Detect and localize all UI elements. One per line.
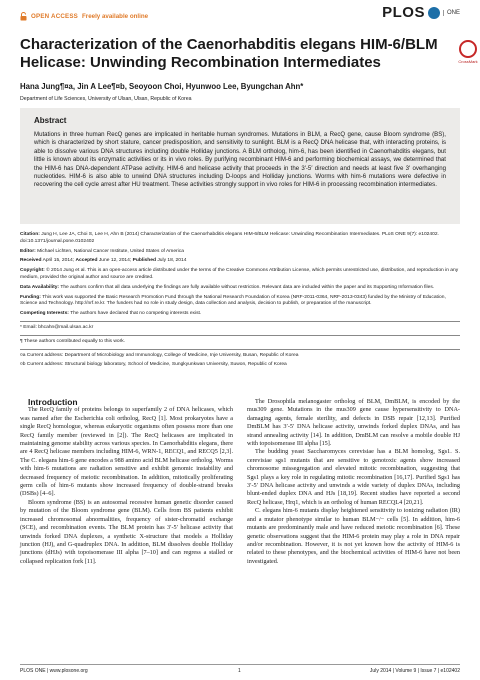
data-availability-label: Data Availability: — [20, 284, 60, 290]
body-paragraph: C. elegans him-6 mutants display heightened sensitivity to ionizing radiation (IR) and a mutator phenotype similar to human BLM−/− cells [5]. In addition, him-6 mutants are predominantly male and have reduced meiotic recombination [6]. These genetic observations suggest that the HIM-6 protein may play a role in DNA repair and/or recombination. However, it is not yet known how the activity of HIM-6 is related to these phenotypes, and the biochemical activities of HIM-6 have not been investigated. — [247, 507, 460, 565]
article-metadata — [20, 232, 460, 372]
editor-line — [20, 249, 460, 256]
body-paragraph: The RecQ family of proteins belongs to superfamily 2 of DNA helicases, which was named after the Escherichia coli ortholog, RecQ [1]. Most prokaryotes have a single RecQ homologue, whereas eukaryotic organisms often possess more than one RecQ family member (reviewed in [2]). The RecQ helicases are implicated in maintaining genome stability across various species. In Caenorhabditis elegans, there are 4 RecQ helicase members including HIM-6, WRN-1, RECQ1, and RECQ5 [2,3]. The C. elegans him-6 gene encodes a 988 amino acid BLM helicase ortholog. Worms with him-6 mutations are radiation sensitive and exhibit genomic instability and decreased frequency of meiotic recombination. In addition, mitotically proliferating germ cells of him-6 mutants show increased frequency of double-strand breaks (DSBs) [4–6]. — [20, 406, 233, 498]
freely-available-label: Freely available online — [82, 13, 149, 20]
editor-label: Editor: — [20, 248, 36, 254]
citation-text: Jung H, Lee JA, Choi S, Lee H, Ahn B (2014) Characterization of the Caenorhabditis elegans HIM-6/BLM Helicase: Unwinding Recombination Intermediates. PLoS ONE 9(7): e102402. doi:10.1371/journal.pone.0102402 — [20, 232, 439, 244]
article-title: Characterization of the Caenorhabditis elegans HIM-6/BLM Helicase: Unwinding Recombination Intermediates — [20, 36, 438, 71]
competing-interests-label: Competing Interests: — [20, 311, 69, 317]
competing-interests-line — [20, 311, 460, 318]
citation-line — [20, 232, 460, 246]
crossmark-label: CrossMark — [458, 59, 478, 64]
body-paragraph: Bloom syndrome (BS) is an autosomal recessive human genetic disorder caused by mutation of the Bloom syndrome gene (BLM). Cells from BS patients exhibit increased chromosomal abnormalities, frequency of sister-chromatid exchange (SCE), and recombination events. The BLM protein has 3′-5′ helicase activity that unwinds forked DNA duplexes, a synthetic X-structure that models a Holliday junction (HJ), and G-quadruplex DNA. In addition, BLM dissolves double Holliday junctions (dHJs) with topoisomerase III alpha [7–10] and can regress a stalled or collapsed replication fork [11]. — [20, 498, 233, 565]
abstract-text: Mutations in three human RecQ genes are implicated in heritable human syndromes. Mutations in BLM, a RecQ gene, cause Bloom syndrome (BS), which is characterized by short stature, cancer predisposition, and sensitivity to sunlight. BLM is a RecQ DNA helicase that, with interacting proteins, is able to dissolve various DNA structures including double Holliday junctions. A BLM ortholog, him-6, has been identified in Caenorhabditis elegans, but little is known about its enzymatic activities or its in vivo roles. By purifying recombinant HIM-6 and performing biochemical assays, we determined that the HIM-6 has DNA-dependent ATPase activity. HIM-6 and helicase activity that proceeds in the 3′-5′ direction and needs at least five 3′ overhanging nucleotides. HIM-6 is also able to unwind DNA structures including D-loops and Holliday junctions. Worms with him-6 mutations were defective in recovering the cell cycle arrest after HU treatment. These activities strongly support in vivo roles for HIM-6 in processing recombination intermediates. — [34, 131, 446, 189]
meta-divider — [20, 321, 460, 322]
abstract-heading: Abstract — [34, 116, 67, 125]
data-availability-line — [20, 285, 460, 292]
accepted-label: Accepted — [75, 258, 98, 264]
accepted-date: June 12, 2014; — [98, 258, 132, 264]
affiliation: Department of Life Sciences, University of Ulsan, Ulsan, Republic of Korea — [20, 96, 192, 102]
funding-label: Funding: — [20, 294, 41, 300]
body-paragraph: The Drosophila melanogaster ortholog of BLM, DmBLM, is encoded by the mus309 gene. Mutations in the mus309 gene cause hypersensitivity to DNA-damaging agents, female sterility, and defects in DSB repair [12,13]. Purified DmBLM has 3′-5′ DNA helicase activity, unwinds forked duplex DNAs, and has strand annealing activity [14]. In addition, DmBLM can resolve a mobile double HJ with topoisomerase III alpha [15]. — [247, 398, 460, 448]
abstract-box — [20, 108, 460, 224]
copyright-label: Copyright: — [20, 268, 45, 274]
received-date: April 15, 2014; — [42, 258, 75, 264]
dates-line — [20, 258, 460, 265]
page-footer — [20, 664, 460, 675]
journal-suffix: ONE — [443, 10, 460, 16]
footer-journal-site: PLOS ONE | www.plosone.org — [20, 668, 88, 674]
received-label: Received — [20, 258, 42, 264]
published-date: July 18, 2014 — [157, 258, 187, 264]
editor-text: Michael Lichten, National Cancer Institute, United States of America — [37, 248, 184, 254]
copyright-line — [20, 268, 460, 282]
plos-circle-icon — [428, 7, 440, 19]
funding-line — [20, 295, 460, 309]
published-label: Published — [132, 258, 156, 264]
introduction-heading: Introduction — [28, 397, 78, 407]
copyright-text: © 2014 Jung et al. This is an open-access article distributed under the terms of the Creative Commons Attribution License, which permits unrestricted use, distribution, and reproduction in any medium, provided the original author and source are credited. — [20, 268, 459, 280]
right-column — [247, 398, 460, 566]
footer-issue-info: July 2014 | Volume 9 | Issue 7 | e102402 — [369, 668, 460, 674]
top-bar — [20, 4, 460, 28]
funding-text: This work was supported the Basic Research Promotion Fund through the National Research Foundation of Korea (NRF-2011-0364, NRF-2013-0343) funded by the Ministry of Education, Science and Technology. http://nrf.re.kr. The funders had no role in study design, data collection and analysis, decision to publish, or preparation of the manuscript. — [20, 294, 446, 307]
crossmark-icon — [459, 40, 477, 58]
competing-interests-text: The authors have declared that no competing interests exist. — [70, 311, 202, 317]
open-access-label: OPEN ACCESS — [31, 13, 79, 20]
crossmark-badge[interactable] — [456, 40, 480, 64]
data-availability-text: The authors confirm that all data underlying the findings are fully available without restriction. Relevant data are included within the paper and its Supporting Information files. — [60, 284, 435, 290]
journal-brand: PLOS — [382, 4, 425, 21]
journal-logo — [382, 4, 460, 21]
open-access-badge — [20, 12, 148, 21]
email-line: * Email: bhcahn@mail.ulsan.ac.kr — [20, 324, 94, 330]
current-address-a: ¤a Current address: Department of Microbiology and Immunology, College of Medicine, Inje University, Busan, Republic of Korea — [20, 352, 299, 358]
body-columns — [20, 398, 460, 663]
body-paragraph: The budding yeast Saccharomyces cerevisiae has a BLM homolog, Sgs1. S. cerevisiae sgs1 mutants that are sensitive to genotoxic agents show increased chromosome missegregation and elevated mitotic recombination, suggesting that Sgs1 plays a key role in regulating mitotic recombination [16,17]. Purified Sgs1 has 3′-5′ DNA helicase activity and unwinds a wide variety of duplex DNAs, including blunt-ended duplex DNA and HJs [18,19]. Recent studies have reported a second RecQ helicase, Hrq1, which is an ortholog of human RECQL4 [20,21]. — [247, 448, 460, 506]
author-list: Hana Jung¶¤a, Jin A Lee¶¤b, Seoyoon Choi, Hyunwoo Lee, Byungchan Ahn* — [20, 82, 304, 91]
citation-label: Citation: — [20, 232, 40, 237]
current-address-b: ¤b Current address: Structural biology laboratory, School of Medicine, Sungkyunkwan University, Suwon, Republic of Korea — [20, 362, 287, 368]
page-number: 1 — [238, 668, 241, 674]
equal-contribution-line: ¶ These authors contributed equally to this work. — [20, 338, 126, 344]
meta-divider — [20, 349, 460, 350]
open-lock-icon — [20, 12, 27, 21]
left-column — [20, 398, 233, 566]
meta-divider — [20, 335, 460, 336]
